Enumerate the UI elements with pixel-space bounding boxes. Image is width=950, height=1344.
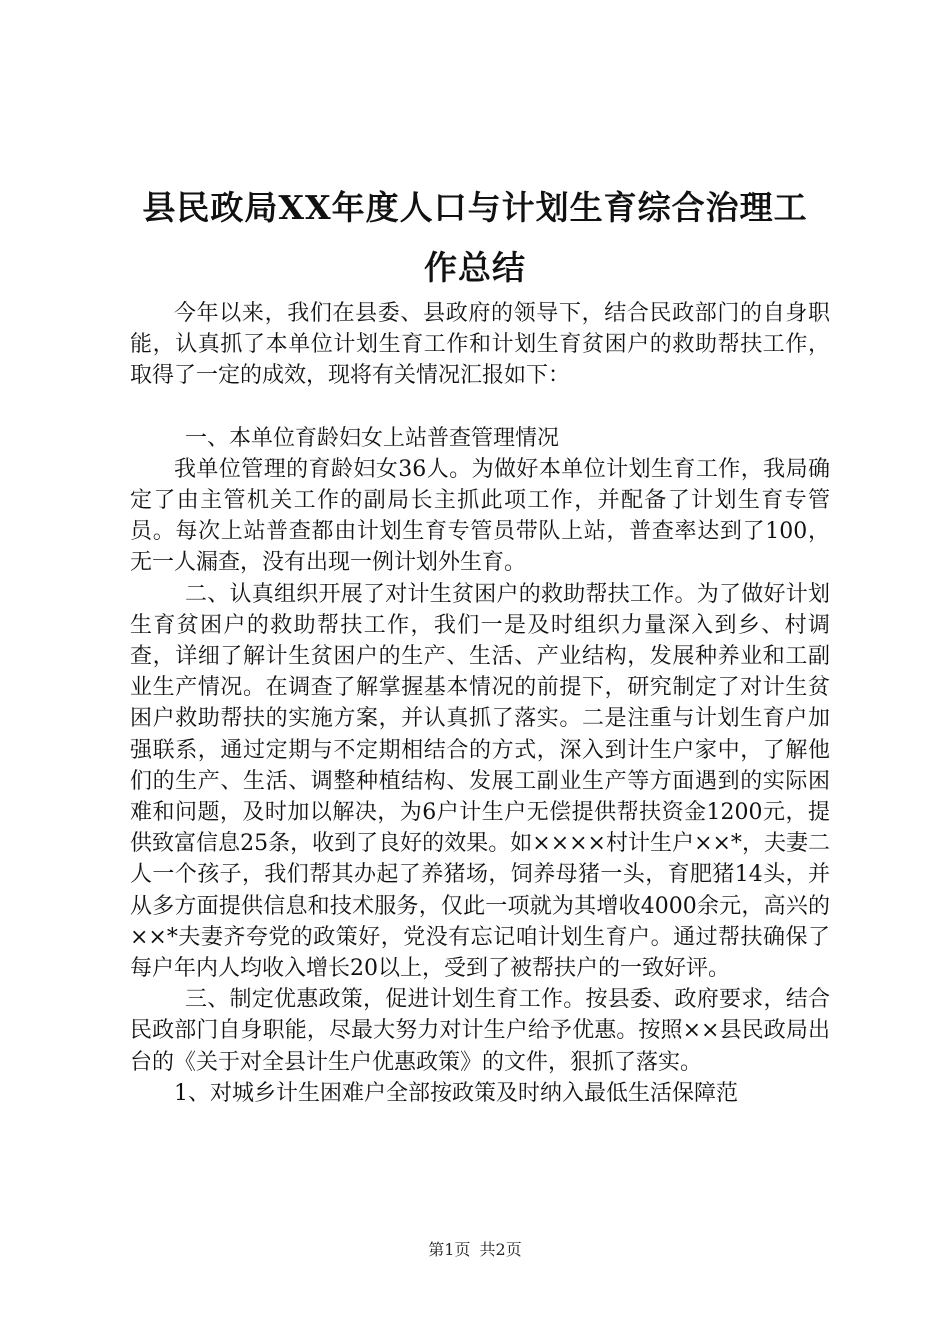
paragraph-spacer [130, 392, 830, 423]
section-1-heading: 一、本单位育龄妇女上站普查管理情况 [185, 425, 560, 451]
page-number: 第1页 [428, 1240, 471, 1259]
document-title-line-1: 县民政局XX年度人口与计划生育综合治理工 [142, 188, 808, 227]
page-footer [0, 1240, 950, 1260]
page-total: 共2页 [479, 1240, 522, 1259]
section-3-paragraph: 三、制定优惠政策，促进计划生育工作。按县委、政府要求，结合民政部门自身职能，尽最大努力对计生户给予优惠。按照××县民政局出台的《关于对全县计生户优惠政策》的文件，狠抓了落实。 [130, 987, 830, 1075]
section-1-paragraph: 我单位管理的育龄妇女36人。为做好本单位计划生育工作，我局确定了由主管机关工作的副局长主抓此项工作，并配备了计划生育专管员。每次上站普查都由计划生育专管员带队上站，普查率达到了100，无一人漏查，没有出现一例计划外生育。 [130, 456, 830, 576]
document-body [130, 298, 830, 1109]
item-1-paragraph: 1、对城乡计生困难户全部按政策及时纳入最低生活保障范 [174, 1080, 738, 1106]
document-title-line-2: 作总结 [424, 248, 526, 287]
intro-paragraph: 今年以来，我们在县委、县政府的领导下，结合民政部门的自身职能，认真抓了本单位计划生育工作和计划生育贫困户的救助帮扶工作，取得了一定的成效，现将有关情况汇报如下： [130, 301, 830, 389]
section-2-paragraph: 二、认真组织开展了对计生贫困户的救助帮扶工作。为了做好计划生育贫困户的救助帮扶工作，我们一是及时组织力量深入到乡、村调查，详细了解计生贫困户的生产、生活、产业结构，发展种养业和工副业生产情况。在调查了解掌握基本情况的前提下，研究制定了对计生贫困户救助帮扶的实施方案，并认真抓了落实。二是注重与计划生育户加强联系，通过定期与不定期相结合的方式，深入到计生户家中，了解他们的生产、生活、调整种植结构、发展工副业生产等方面遇到的实际困难和问题，及时加以解决，为6户计生户无偿提供帮扶资金1200元，提供致富信息25条，收到了良好的效果。如××××村计生户××*，夫妻二人一个孩子，我们帮其办起了养猪场，饲养母猪一头，育肥猪14头，并从多方面提供信息和技术服务，仅此一项就为其增收4000余元，高兴的××*夫妻齐夸党的政策好，党没有忘记咱计划生育户。通过帮扶确保了每户年内人均收入增长20以上，受到了被帮扶户的一致好评。 [130, 581, 830, 982]
